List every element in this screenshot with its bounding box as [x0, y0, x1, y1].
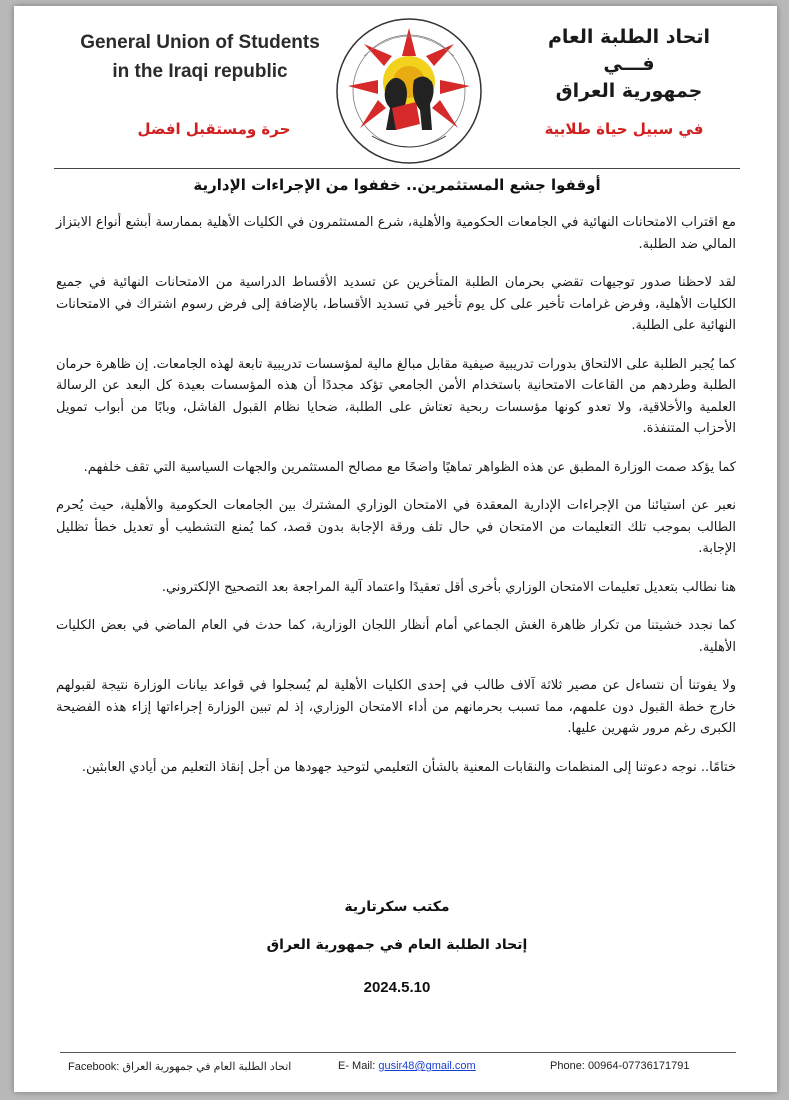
body-paragraph: مع اقتراب الامتحانات النهائية في الجامعات الحكومية والأهلية، شرع المستثمرون في الكليات الأهلية بممارسة أبشع أنواع الابتزاز المالي ضد الطلبة.	[56, 215, 736, 252]
body-paragraph: لقد لاحظنا صدور توجيهات تقضي بحرمان الطلبة المتأخرين عن تسديد الأقساط الدراسية من الامتحانات النهائية في جميع الكليات الأهلية، وفرض غرامات تأخير على كل يوم تأخير في تسديد الأقساط، بالإضافة إلى فرض رسوم اشتراك في الامتحانات النهائية على الطلبة.	[56, 275, 736, 333]
signature-office: مكتب سكرتارية	[344, 899, 450, 915]
body-paragraph: ولا يفوتنا أن نتساءل عن مصير ثلاثة آلاف طالب في إحدى الكليات الأهلية لم يُسجلوا في قواعد بيانات الوزارة نتيجة لقبولهم خارج خطة القبول دون علمهم، مما تسبب بحرمانهم من أداء الامتحان الوزاري، إذ لم تبين الوزارة إجراءاتها إزاء هذه الفضيحة الكبرى رغم مرور شهرين عليها.	[56, 678, 736, 736]
phone-label: Phone:	[550, 1060, 585, 1072]
arabic-name-line-2: فـــي	[603, 53, 655, 75]
email-label: E- Mail:	[338, 1060, 376, 1072]
header-divider	[54, 168, 740, 169]
body-paragraph: كما نجدد خشيتنا من تكرار ظاهرة الغش الجماعي أمام أنظار اللجان الوزارية، كما حدث في العام الماضي في بعض الكليات الأهلية.	[56, 618, 736, 655]
english-side-slogan: حرة ومستقبل افضل	[137, 120, 291, 138]
email-contact	[338, 1060, 476, 1072]
facebook-contact	[68, 1060, 291, 1073]
body-paragraph: هنا نطالب بتعديل تعليمات الامتحان الوزاري بأخرى أقل تعقيدًا واعتماد آلية المراجعة بعد التصحيح الإلكتروني.	[161, 579, 736, 595]
signature-date: 2024.5.10	[363, 979, 431, 996]
arabic-name-line-1: اتحاد الطلبة العام	[547, 26, 711, 48]
statement-body	[56, 212, 736, 795]
phone-value: 00964-07736171791	[587, 1060, 690, 1072]
phone-contact	[550, 1060, 689, 1072]
email-link[interactable]: gusir48@gmail.com	[378, 1060, 476, 1072]
document-page	[14, 6, 777, 1092]
body-paragraph: كما يؤكد صمت الوزارة المطبق عن هذه الظواهر تماهيًا واضحًا مع مصالح المستثمرين والجهات السياسية التي تقف خلفهم.	[83, 459, 736, 475]
statement-title: أوقفوا جشع المستثمرين.. خففوا من الإجراءات الإدارية	[193, 176, 601, 194]
arabic-name-line-3: جمهورية العراق	[555, 80, 703, 102]
letterhead	[14, 6, 777, 174]
facebook-label: Facebook:	[68, 1061, 120, 1073]
english-union-name: General Union of Students in the Iraqi republic	[80, 32, 320, 82]
students-union-emblem-icon	[334, 16, 484, 166]
arabic-side-slogan: في سبيل حياة طلابية	[544, 120, 704, 138]
arabic-union-name	[514, 24, 744, 105]
contact-footer	[68, 1060, 738, 1080]
body-paragraph: ختامًا.. نوجه دعوتنا إلى المنظمات والنقابات المعنية بالشأن التعليمي لتوحيد جهودها من أجل إنقاذ التعليم من أيادي العابثين.	[81, 759, 736, 775]
body-paragraph: كما يُجبر الطلبة على الالتحاق بدورات تدريبية صيفية مقابل مبالغ مالية لمؤسسات تدريبية تابعة لهذه الجامعات. إن ظاهرة حرمان الطلبة وطردهم من القاعات الامتحانية باستخدام الأمن الجامعي تؤكد مجددًا أن هذه المؤسسات بعيدة كل البعد عن الرسالة العلمية والأخلاقية، ولا تعدو كونها مؤسسات ربحية تعتاش على الطلبة، ضحايا نظام القبول الفاشل، وبابًا من أبواب تمويل الأحزاب المتنفذة.	[56, 356, 736, 436]
body-paragraph: نعبر عن استيائنا من الإجراءات الإدارية المعقدة في الامتحان الوزاري المشترك بين الجامعات الحكومية والأهلية، حيث يُحرم الطالب بموجب تلك التعليمات من الامتحان في حال تلف ورقة الإجابة بدون قصد، كما يُمنع التشطيب أو تعديل خطأ تظليل الإجابة.	[56, 498, 736, 556]
facebook-value: اتحاد الطلبة العام في جمهورية العراق	[122, 1061, 292, 1073]
footer-divider	[60, 1052, 736, 1053]
signature-organization: إتحاد الطلبة العام في جمهورية العراق	[266, 937, 528, 953]
